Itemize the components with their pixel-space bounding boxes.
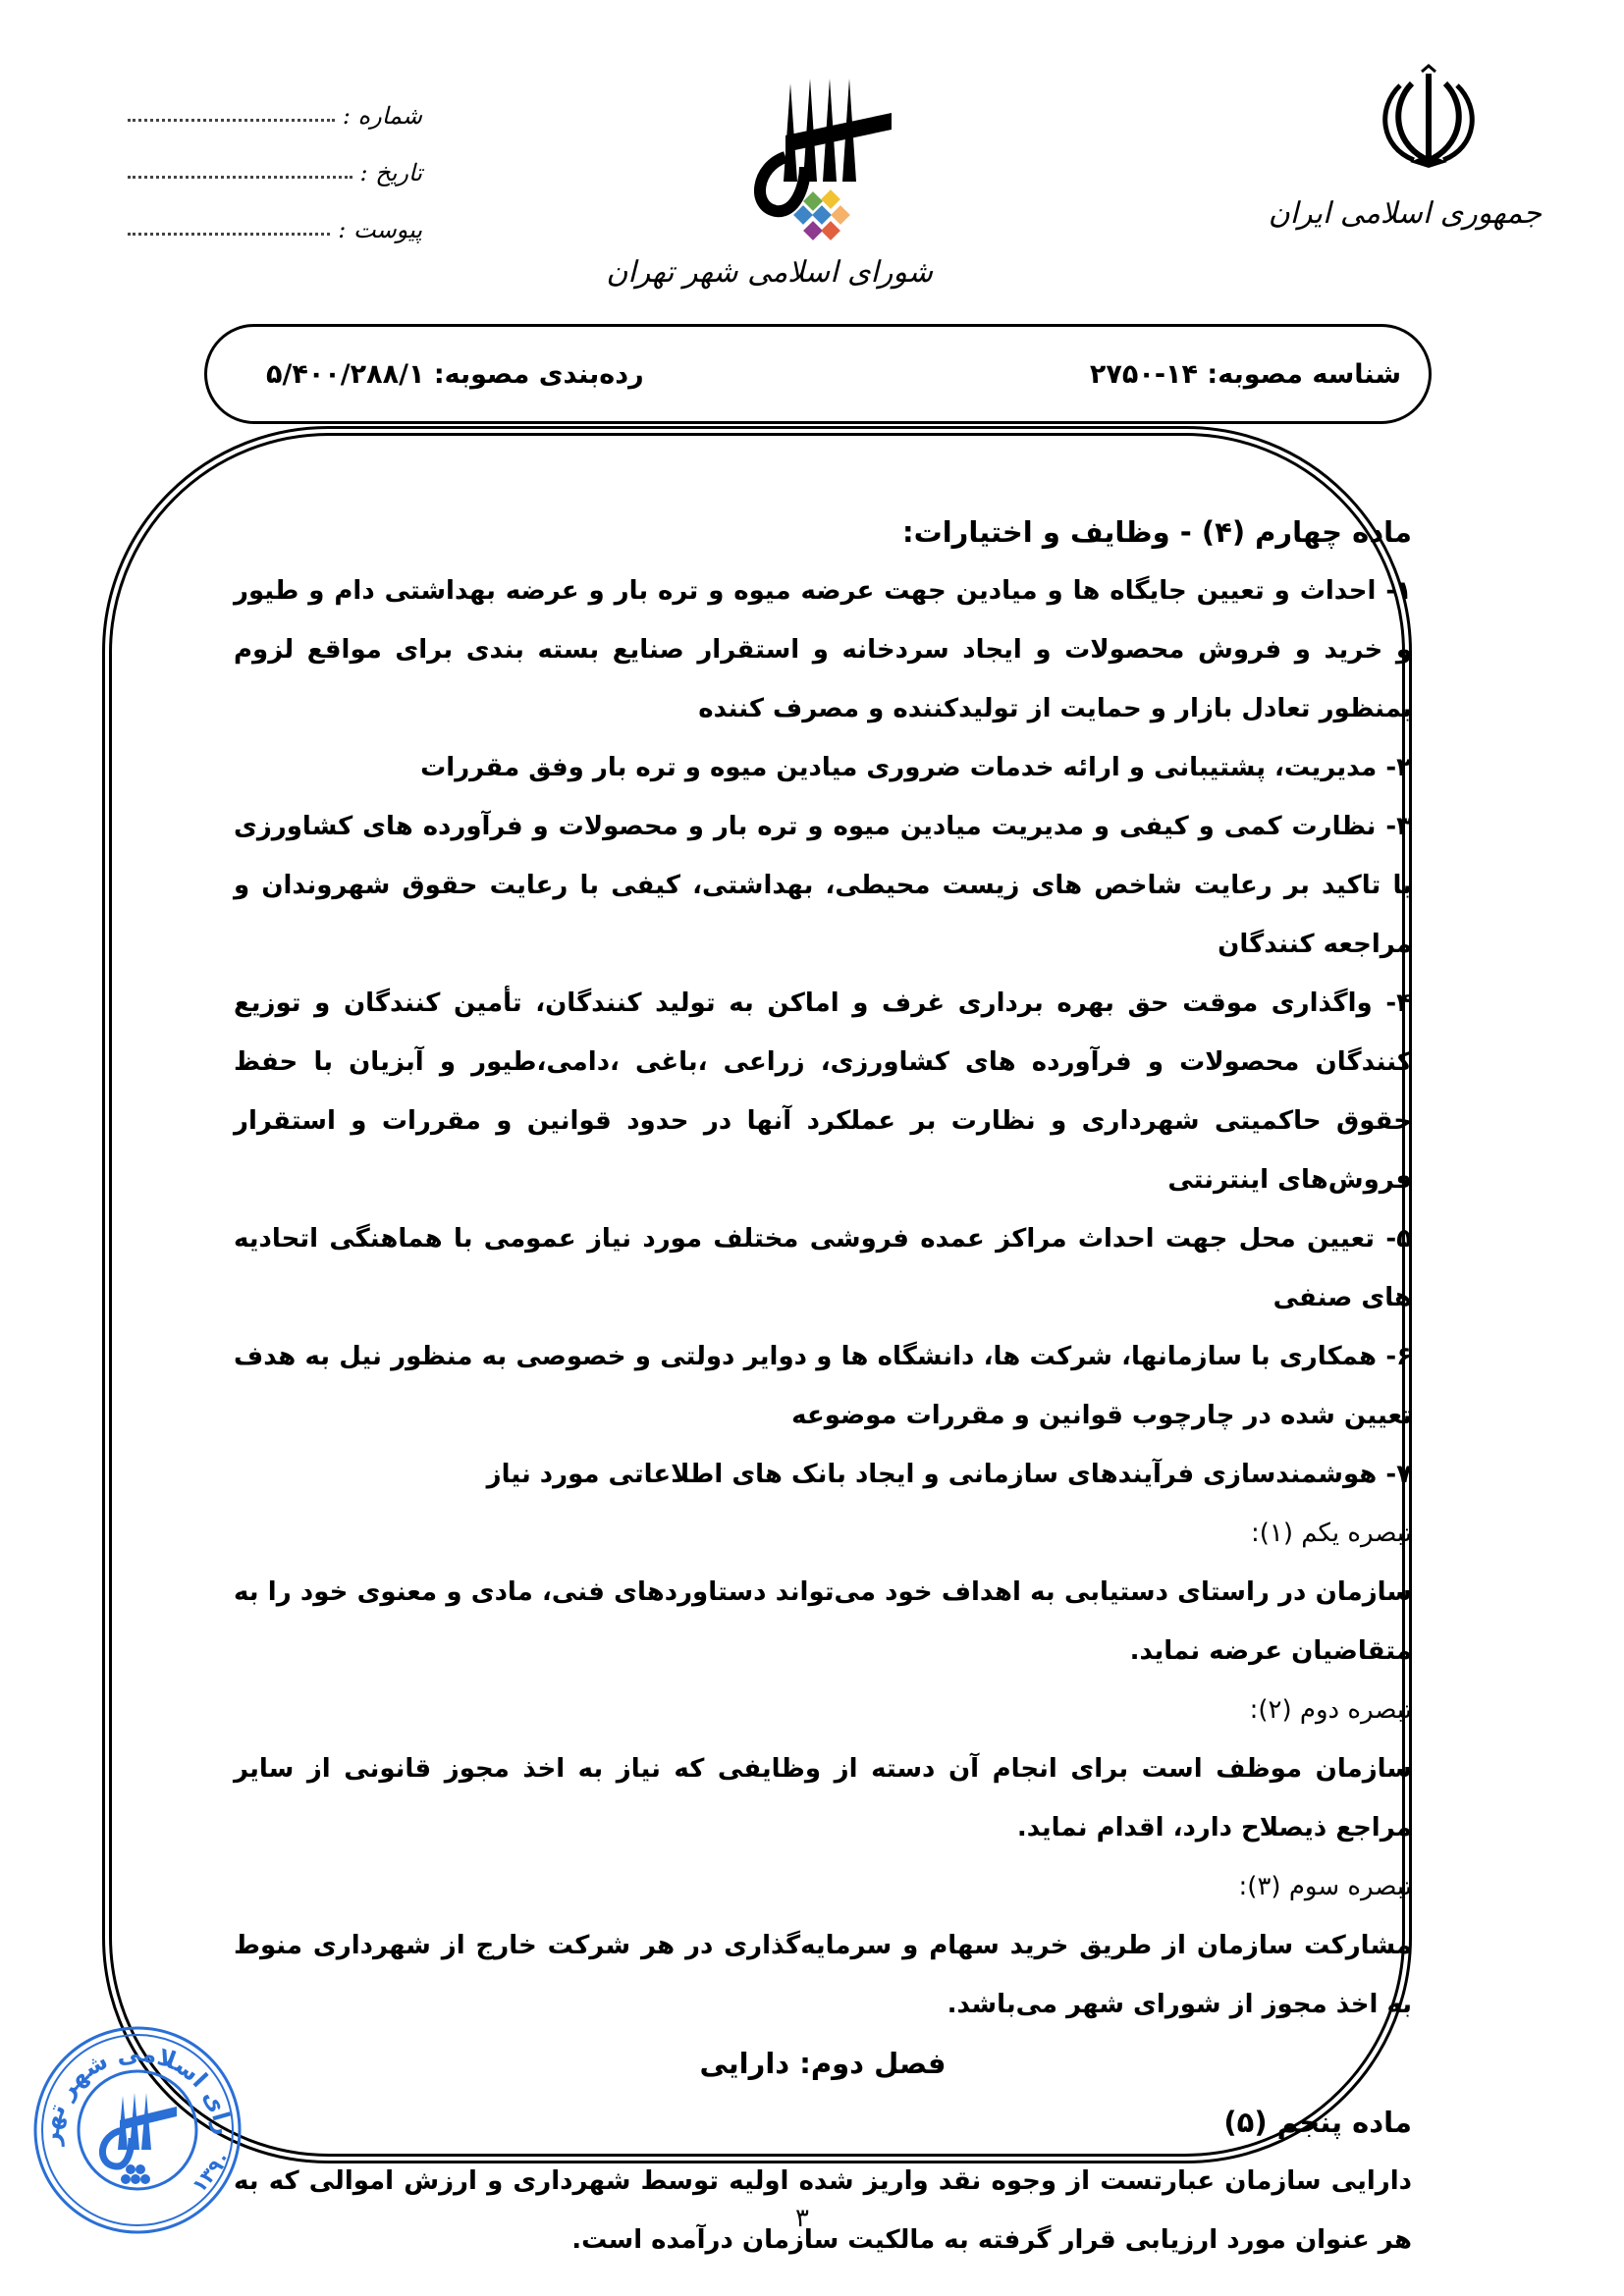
stamp-year: ۱۳۹۰ xyxy=(187,2145,237,2198)
date-label: تاریخ : xyxy=(359,159,422,187)
note-1-title: تبصره یکم (۱): xyxy=(1250,1519,1412,1548)
date-field xyxy=(128,147,422,187)
note-1-text: سازمان در راستای دستیابی به اهداف خود می‌تواند دستاوردهای فنی، مادی و معنوی خود را به متقاضیان عرضه نماید. xyxy=(234,1577,1412,1666)
note-2-text: سازمان موظف است برای انجام آن دسته از وظایفی که نیاز به اخذ مجوز قانونی از سایر مراجع ذیصلاح دارد، اقدام نماید. xyxy=(234,1754,1412,1842)
note-3-text: مشارکت سازمان از طریق خرید سهام و سرمایه‌گذاری در هر شرکت خارج از شهرداری منوط به اخذ مجوز از شورای شهر می‌باشد. xyxy=(234,1931,1412,2019)
stamp-logo-icon xyxy=(102,2093,177,2184)
attachment-label: پیوست : xyxy=(338,216,422,243)
resolution-id: شناسه مصوبه: ۱۴-۲۷۵۰ xyxy=(1089,358,1401,390)
note-3-title: تبصره سوم (۳): xyxy=(1238,1872,1412,1901)
article-4-item-1: ۱- احداث و تعیین جایگاه ها و میادین جهت عرضه میوه و تره بار و عرضه بهداشتی دام و طیور و خرید و فروش محصولات و ایجاد سردخانه و استقرار صنایع بسته بندی برای مواقع لزوم بمنظور تعادل بازار و حمایت از تولیدکننده و مصرف کننده xyxy=(234,576,1412,723)
emblem-caption: جمهوری اسلامی ایران xyxy=(1268,196,1542,231)
article-4-item-5: ۵- تعیین محل جهت احداث مراکز عمده فروشی مختلف مورد نیاز عمومی با هماهنگی اتحادیه های صنفی xyxy=(234,1224,1412,1312)
article-4-title: ماده چهارم (۴) - وظایف و اختیارات: xyxy=(901,515,1412,549)
tehran-council-logo-icon xyxy=(746,59,893,255)
chapter-2-title: فصل دوم: دارایی xyxy=(699,2047,947,2080)
article-5-title: ماده پنجم (۵) xyxy=(1223,2106,1412,2139)
resolution-id-box xyxy=(204,324,1432,424)
article-4-item-6: ۶- همکاری با سازمانها، شرکت ها، دانشگاه ها و دوایر دولتی و خصوصی به منظور نیل به هدف تعیین شده در چارچوب قوانین و مقررات موضوعه xyxy=(234,1342,1412,1430)
iran-emblem-icon xyxy=(1375,64,1483,172)
note-2-title: تبصره دوم (۲): xyxy=(1249,1695,1412,1725)
article-4-item-4: ۴- واگذاری موقت حق بهره برداری غرف و اماکن به تولید کنندگان، تأمین کنندگان و توزیع کنندگان محصولات و فرآورده های کشاورزی، زراعی ،باغی ،دامی،طیور و آبزیان با حفظ حقوق حاکمیتی شهرداری و نظارت بر عملکرد آنها در حدود قوانین و مقررات و استقرار فروش‌های اینترنتی xyxy=(234,988,1412,1195)
council-logo-caption: شورای اسلامی شهر تهران xyxy=(606,255,933,290)
article-5-text: دارایی سازمان عبارتست از وجوه نقد واریز شده اولیه توسط شهرداری و ارزش اموالی که به هر عنوان مورد ارزیابی قرار گرفته به مالکیت سازمان درآمده است. xyxy=(234,2166,1412,2255)
resolution-classification: رده‌بندی مصوبه: ۵/۴۰۰/۲۸۸/۱ xyxy=(266,358,644,390)
number-dotted-line xyxy=(128,118,335,122)
number-label: شماره : xyxy=(342,102,422,130)
article-4-item-3: ۳- نظارت کمی و کیفی و مدیریت میادین میوه و تره بار و محصولات و فرآورده های کشاورزی با تاکید بر رعایت شاخص های زیست محیطی، بهداشتی، کیفی با رعایت حقوق شهروندان و مراجعه کنندگان xyxy=(234,812,1412,959)
date-dotted-line xyxy=(128,175,352,179)
number-field xyxy=(128,90,422,130)
article-4-item-7: ۷- هوشمندسازی فرآیندهای سازمانی و ایجاد بانک های اطلاعاتی مورد نیاز xyxy=(486,1460,1412,1489)
article-4-item-2: ۲- مدیریت، پشتیبانی و ارائه خدمات ضروری میادین میوه و تره بار وفق مقررات xyxy=(420,753,1412,782)
page-number: ۳ xyxy=(795,2204,809,2233)
document-body xyxy=(234,503,1412,2269)
attachment-dotted-line xyxy=(128,232,330,236)
attachment-field xyxy=(128,204,422,243)
council-stamp xyxy=(29,2022,245,2238)
stamp-ring-text: رای اسلامی شهر تهر xyxy=(36,2039,238,2146)
